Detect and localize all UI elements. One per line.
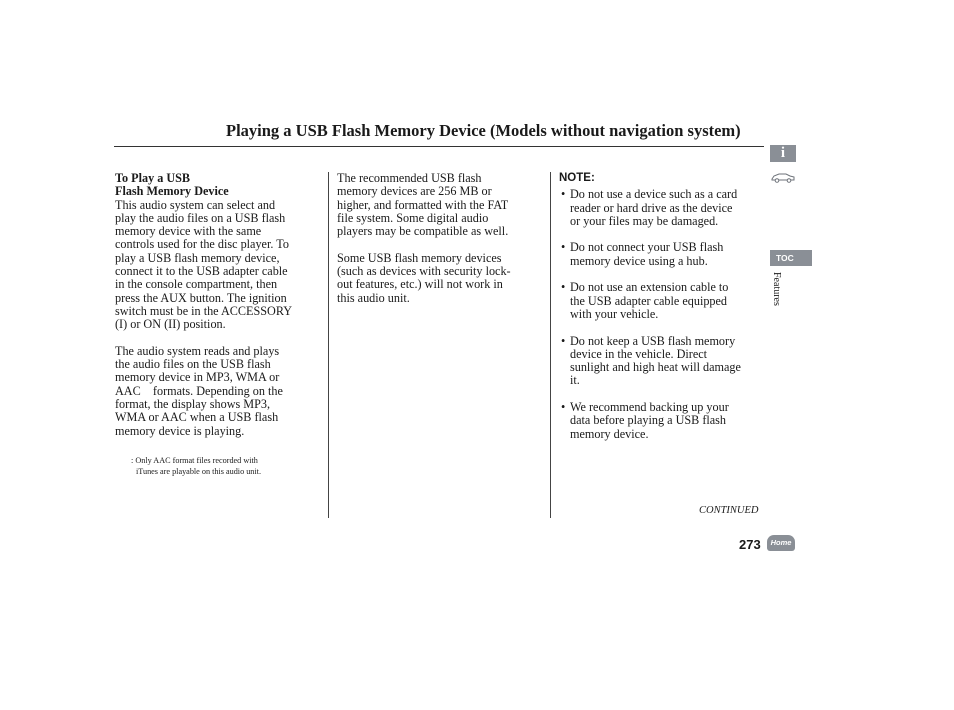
note-label: NOTE: xyxy=(559,172,595,184)
list-item xyxy=(559,401,763,441)
text-line: switch must be in the ACCESSORY xyxy=(115,303,293,318)
text-line: it. xyxy=(570,373,580,388)
section-tab-label: Features xyxy=(771,272,782,306)
spacer xyxy=(115,332,315,345)
text-line: format, the display shows MP3, xyxy=(115,397,271,412)
text-line: (I) or ON (II) position. xyxy=(115,317,226,332)
footnote-line: : Only AAC format files recorded with xyxy=(131,456,258,465)
spacer xyxy=(337,238,542,251)
text-line: WMA or AAC when a USB flash xyxy=(115,410,279,425)
text-line: controls used for the disc player. To xyxy=(115,237,289,252)
text-line: This audio system can select and xyxy=(115,197,276,212)
text-line: • Do not connect your USB flash xyxy=(570,240,724,255)
section-heading-line: Flash Memory Device xyxy=(115,184,229,199)
text-line: play a USB flash memory device, xyxy=(115,250,280,265)
text-line: • Do not keep a USB flash memory xyxy=(570,333,736,348)
column-2 xyxy=(337,172,542,305)
section-heading-line: To Play a USB xyxy=(115,171,191,185)
text-line: data before playing a USB flash xyxy=(570,413,727,428)
page-number: 273 xyxy=(739,537,761,552)
text-line: memory device with the same xyxy=(115,224,262,239)
info-icon[interactable]: i xyxy=(770,145,796,162)
list-item xyxy=(559,281,763,321)
text-line: memory device. xyxy=(570,426,649,441)
list-item xyxy=(559,188,763,228)
paragraph-recommended xyxy=(337,172,542,238)
text-line: this audio unit. xyxy=(337,290,410,305)
column-3 xyxy=(559,172,763,454)
text-line: in the console compartment, then xyxy=(115,277,278,292)
text-line: The audio system reads and plays xyxy=(115,343,280,358)
text-line: memory device using a hub. xyxy=(570,253,708,268)
text-line: The recommended USB flash xyxy=(337,171,482,185)
continued-label: CONTINUED xyxy=(699,505,759,516)
text-line: • We recommend backing up your xyxy=(570,400,729,415)
text-line: • Do not use an extension cable to xyxy=(570,280,729,295)
text-line: the audio files on the USB flash xyxy=(115,357,271,372)
footnote xyxy=(131,455,301,477)
page-title: Playing a USB Flash Memory Device (Models without navigation system) xyxy=(226,121,741,140)
column-divider xyxy=(550,172,551,518)
text-line: play the audio files on a USB flash xyxy=(115,210,286,225)
text-line: memory device is playing. xyxy=(115,423,245,438)
text-line: sunlight and high heat will damage xyxy=(570,360,741,375)
list-item xyxy=(559,335,763,388)
column-divider xyxy=(328,172,329,518)
text-line: with your vehicle. xyxy=(570,306,659,321)
section-tab[interactable] xyxy=(766,272,786,322)
text-line: press the AUX button. The ignition xyxy=(115,290,287,305)
home-button[interactable]: Home xyxy=(767,535,795,551)
column-1 xyxy=(115,172,315,438)
paragraph-incompatible xyxy=(337,252,542,305)
text-line: connect it to the USB adapter cable xyxy=(115,264,288,279)
text-line: memory device in MP3, WMA or xyxy=(115,370,280,385)
list-item xyxy=(559,241,763,268)
text-line: (such as devices with security lock- xyxy=(337,264,511,279)
footnote-line: iTunes are playable on this audio unit. xyxy=(136,467,261,476)
text-line: higher, and formatted with the FAT xyxy=(337,197,509,212)
text-line: • Do not use a device such as a card xyxy=(570,187,738,202)
paragraph-formats xyxy=(115,345,315,438)
title-rule xyxy=(114,146,764,147)
section-heading xyxy=(115,172,315,199)
toc-button[interactable]: TOC xyxy=(770,250,812,266)
text-line: AAC formats. Depending on the xyxy=(115,383,283,398)
text-line: memory devices are 256 MB or xyxy=(337,184,492,199)
car-icon xyxy=(770,170,796,182)
text-line: or your files may be damaged. xyxy=(570,213,719,228)
text-line: device in the vehicle. Direct xyxy=(570,346,708,361)
text-line: file system. Some digital audio xyxy=(337,210,489,225)
text-line: Some USB flash memory devices xyxy=(337,250,502,265)
paragraph-intro xyxy=(115,199,315,332)
text-line: out features, etc.) will not work in xyxy=(337,277,503,292)
text-line: the USB adapter cable equipped xyxy=(570,293,728,308)
text-line: players may be compatible as well. xyxy=(337,224,509,239)
note-list xyxy=(559,188,763,441)
text-line: reader or hard drive as the device xyxy=(570,200,733,215)
